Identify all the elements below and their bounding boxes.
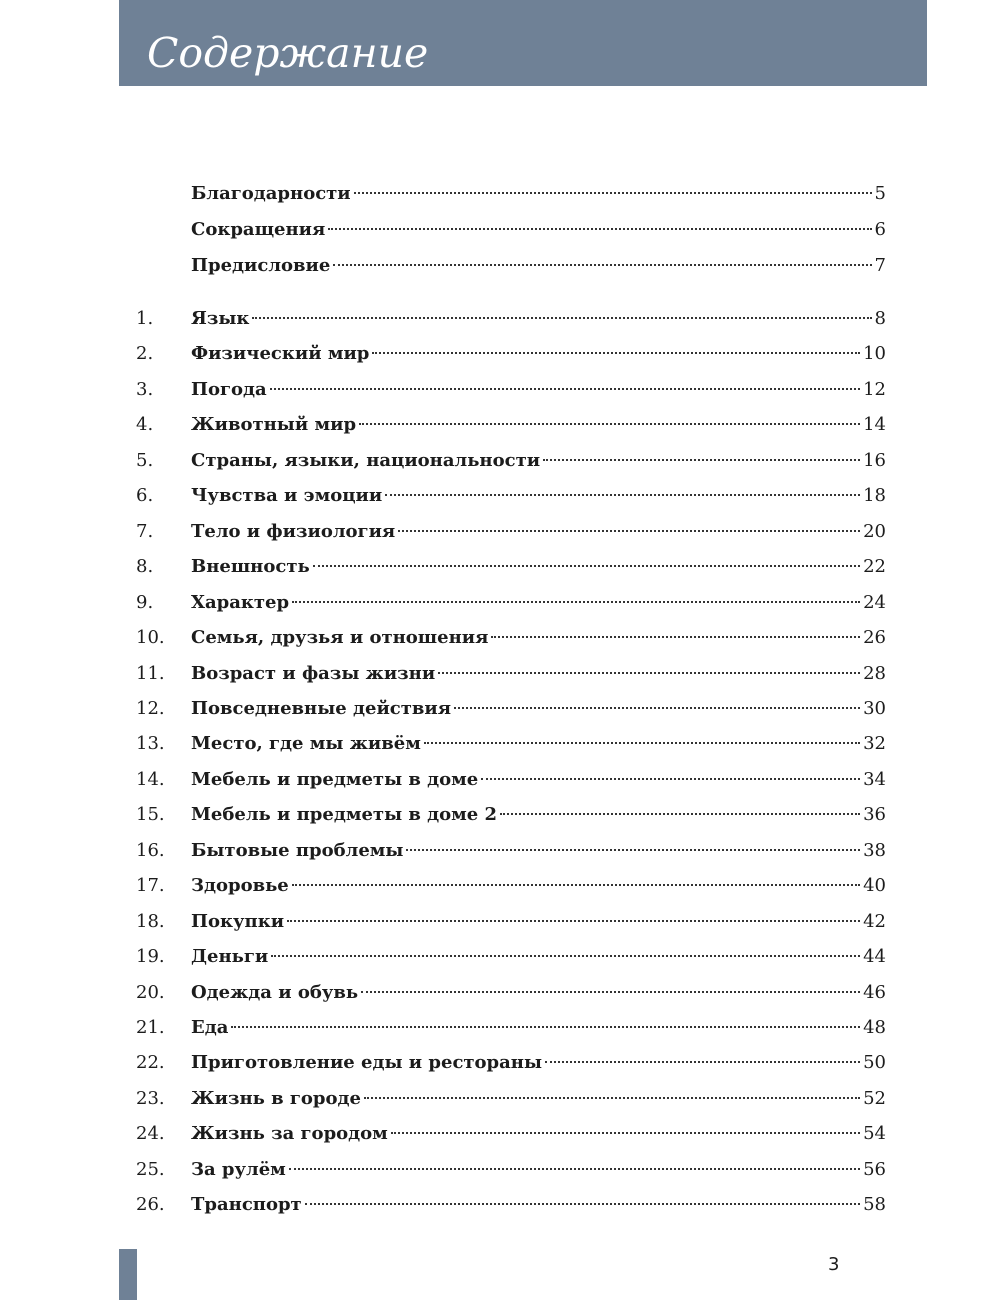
dot-leader	[481, 778, 860, 780]
dot-leader	[252, 317, 871, 319]
toc-page-number: 22	[863, 556, 886, 578]
toc-entry-line	[191, 588, 886, 618]
toc-entry[interactable]	[0, 836, 1000, 866]
toc-entry-title: Страны, языки, национальности	[191, 449, 541, 471]
dot-leader	[333, 264, 871, 266]
toc-page-number: 30	[863, 697, 886, 719]
toc-page-number: 5	[874, 183, 886, 204]
toc-entry-title: Физический мир	[191, 343, 370, 365]
toc-chapter-number: 3.	[136, 378, 154, 400]
page-number: 3	[828, 1254, 840, 1275]
toc-entry-line	[191, 339, 886, 369]
toc-entry-line	[191, 1084, 886, 1114]
toc-page-number: 16	[863, 449, 886, 471]
toc-entry-title: Предисловие	[191, 255, 331, 276]
toc-page-number: 10	[863, 343, 886, 365]
toc-entry-title: Место, где мы живём	[191, 733, 421, 755]
toc-page-number: 36	[863, 804, 886, 826]
toc-chapter-number: 11.	[136, 662, 165, 684]
toc-chapter-number: 13.	[136, 733, 165, 755]
dot-leader	[270, 388, 860, 390]
toc-entry[interactable]	[0, 942, 1000, 972]
toc-page-number: 20	[863, 520, 886, 542]
toc-entry-line	[191, 1155, 886, 1185]
toc-entry-title: Язык	[191, 308, 250, 329]
toc-entry[interactable]	[0, 659, 1000, 689]
toc-entry-line	[191, 659, 886, 689]
toc-entry-title: За рулём	[191, 1158, 286, 1180]
toc-entry-title: Одежда и обувь	[191, 981, 359, 1003]
dot-leader	[398, 530, 860, 532]
toc-chapter-number: 17.	[136, 875, 165, 897]
toc-entry[interactable]	[0, 871, 1000, 901]
dot-leader	[543, 459, 860, 461]
toc-entry[interactable]	[0, 694, 1000, 724]
toc-entry-line	[191, 694, 886, 724]
toc-page-number: 14	[863, 414, 886, 436]
toc-entry-title: Еда	[191, 1017, 229, 1038]
toc-entry-line	[191, 446, 886, 476]
toc-chapter-number: 15.	[136, 804, 165, 826]
toc-chapter-number: 8.	[136, 556, 154, 578]
toc-entry-line	[191, 907, 886, 937]
dot-leader	[292, 601, 860, 603]
toc-entry-title: Погода	[191, 378, 267, 400]
toc-entry-line	[191, 623, 886, 653]
toc-chapter-number: 25.	[136, 1158, 165, 1180]
toc-chapter-number: 19.	[136, 946, 165, 968]
toc-entry-title: Внешность	[191, 556, 310, 578]
dot-leader	[289, 1168, 860, 1170]
toc-entry-title: Сокращения	[191, 219, 326, 240]
toc-entry[interactable]	[0, 1190, 1000, 1220]
toc-entry-title: Возраст и фазы жизни	[191, 662, 436, 684]
toc-chapter-number: 23.	[136, 1087, 165, 1109]
toc-page-number: 7	[874, 255, 886, 276]
toc-entry[interactable]	[0, 552, 1000, 582]
toc-entry[interactable]	[0, 481, 1000, 511]
toc-entry-title: Мебель и предметы в доме 2	[191, 804, 498, 826]
toc-chapter-number: 9.	[136, 591, 154, 613]
toc-entry-title: Повседневные действия	[191, 697, 452, 719]
toc-chapter-number: 2.	[136, 343, 154, 365]
toc-entry-line	[191, 942, 886, 972]
toc-entry-line	[191, 978, 886, 1008]
toc-entry-line	[191, 800, 886, 830]
toc-entry-title: Здоровье	[191, 875, 289, 897]
toc-entry[interactable]	[0, 215, 1000, 245]
toc-entry-title: Чувства и эмоции	[191, 485, 383, 507]
toc-entry[interactable]	[0, 517, 1000, 547]
toc-entry[interactable]	[0, 179, 1000, 209]
toc-chapter-number: 12.	[136, 697, 165, 719]
dot-leader	[406, 849, 860, 851]
dot-leader	[305, 1203, 860, 1205]
toc-chapter-number: 22.	[136, 1052, 165, 1074]
dot-leader	[361, 991, 860, 993]
toc-chapter-number: 6.	[136, 485, 154, 507]
toc-chapter-number: 24.	[136, 1123, 165, 1145]
toc-entry-title: Благодарности	[191, 183, 351, 204]
toc-chapter-number: 26.	[136, 1194, 165, 1216]
toc-entry-line	[191, 1119, 886, 1149]
toc-chapter-number: 4.	[136, 414, 154, 436]
toc-page-number: 6	[874, 219, 886, 240]
toc-entry-title: Деньги	[191, 946, 269, 968]
toc-page-number: 34	[863, 768, 886, 790]
toc-page-number: 48	[863, 1017, 886, 1038]
toc-chapter-number: 10.	[136, 627, 165, 649]
toc-entry[interactable]	[0, 339, 1000, 369]
toc-entry-line	[191, 251, 886, 281]
toc-entry[interactable]	[0, 588, 1000, 618]
toc-page-number: 42	[863, 910, 886, 932]
dot-leader	[328, 228, 871, 230]
dot-leader	[359, 423, 860, 425]
toc-page-number: 24	[863, 591, 886, 613]
toc-entry-line	[191, 871, 886, 901]
toc-entry-line	[191, 552, 886, 582]
toc-entry-line	[191, 375, 886, 405]
footer-accent-bar	[119, 1249, 137, 1300]
toc-entry[interactable]	[0, 446, 1000, 476]
header-banner	[119, 0, 927, 86]
toc-entry-line	[191, 1048, 886, 1078]
toc-entry[interactable]	[0, 1048, 1000, 1078]
toc-entry[interactable]	[0, 1155, 1000, 1185]
toc-entry[interactable]	[0, 251, 1000, 281]
dot-leader	[491, 636, 860, 638]
toc-page-number: 54	[863, 1123, 886, 1145]
dot-leader	[500, 813, 860, 815]
toc-entry-title: Покупки	[191, 910, 285, 932]
toc-entry-line	[191, 410, 886, 440]
toc-page-number: 28	[863, 662, 886, 684]
toc-entry[interactable]	[0, 410, 1000, 440]
dot-leader	[231, 1026, 860, 1028]
toc-entry[interactable]	[0, 1084, 1000, 1114]
toc-entry[interactable]	[0, 304, 1000, 334]
toc-entry-title: Бытовые проблемы	[191, 839, 404, 861]
dot-leader	[454, 707, 860, 709]
toc-entry[interactable]	[0, 907, 1000, 937]
dot-leader	[271, 955, 860, 957]
toc-page-number: 18	[863, 485, 886, 507]
toc-entry-line	[191, 215, 886, 245]
toc-entry-title: Мебель и предметы в доме	[191, 768, 479, 790]
toc-chapter-number: 16.	[136, 839, 165, 861]
toc-chapter-number: 14.	[136, 768, 165, 790]
toc-entry-title: Тело и физиология	[191, 520, 396, 542]
toc-page-number: 52	[863, 1087, 886, 1109]
toc-entry-title: Семья, друзья и отношения	[191, 627, 489, 649]
toc-chapter-number: 18.	[136, 910, 165, 932]
toc-page-number: 46	[863, 981, 886, 1003]
toc-chapter-number: 21.	[136, 1017, 165, 1038]
dot-leader	[372, 352, 860, 354]
toc-chapter-number: 1.	[136, 308, 154, 329]
toc-chapter-number: 20.	[136, 981, 165, 1003]
toc-chapter-number: 5.	[136, 449, 154, 471]
toc-page-number: 32	[863, 733, 886, 755]
dot-leader	[354, 192, 872, 194]
toc-page-number: 26	[863, 627, 886, 649]
toc-entry[interactable]	[0, 800, 1000, 830]
dot-leader	[287, 920, 860, 922]
toc-page-number: 12	[863, 378, 886, 400]
dot-leader	[364, 1097, 860, 1099]
toc-chapter-number: 7.	[136, 520, 154, 542]
toc-page-number: 50	[863, 1052, 886, 1074]
toc-entry[interactable]	[0, 1119, 1000, 1149]
toc-entry-line	[191, 179, 886, 209]
toc-entry[interactable]	[0, 765, 1000, 795]
toc-page-number: 8	[874, 308, 886, 329]
dot-leader	[391, 1132, 860, 1134]
page-title: Содержание	[147, 29, 429, 77]
toc-entry-line	[191, 304, 886, 334]
toc-entry[interactable]	[0, 623, 1000, 653]
toc-entry-line	[191, 481, 886, 511]
toc-entry-title: Приготовление еды и рестораны	[191, 1052, 543, 1074]
dot-leader	[313, 565, 860, 567]
dot-leader	[424, 742, 860, 744]
dot-leader	[545, 1061, 860, 1063]
toc-entry-title: Транспорт	[191, 1194, 302, 1216]
toc-entry-line	[191, 1190, 886, 1220]
toc-entry[interactable]	[0, 729, 1000, 759]
toc-entry-title: Животный мир	[191, 414, 357, 436]
toc-entry-line	[191, 729, 886, 759]
dot-leader	[438, 672, 860, 674]
toc-entry-line	[191, 517, 886, 547]
dot-leader	[292, 884, 860, 886]
toc-page-number: 38	[863, 839, 886, 861]
toc-page-number: 40	[863, 875, 886, 897]
toc-entry[interactable]	[0, 978, 1000, 1008]
dot-leader	[385, 494, 860, 496]
toc-entry-line	[191, 765, 886, 795]
toc-entry[interactable]	[0, 375, 1000, 405]
toc-entry[interactable]	[0, 1013, 1000, 1043]
toc-entry-line	[191, 836, 886, 866]
toc-entry-line	[191, 1013, 886, 1043]
toc-entry-title: Характер	[191, 591, 290, 613]
toc-page-number: 58	[863, 1194, 886, 1216]
toc-page-number: 44	[863, 946, 886, 968]
toc-entry-title: Жизнь за городом	[191, 1123, 388, 1145]
toc-page-number: 56	[863, 1158, 886, 1180]
toc-entry-title: Жизнь в городе	[191, 1087, 361, 1109]
